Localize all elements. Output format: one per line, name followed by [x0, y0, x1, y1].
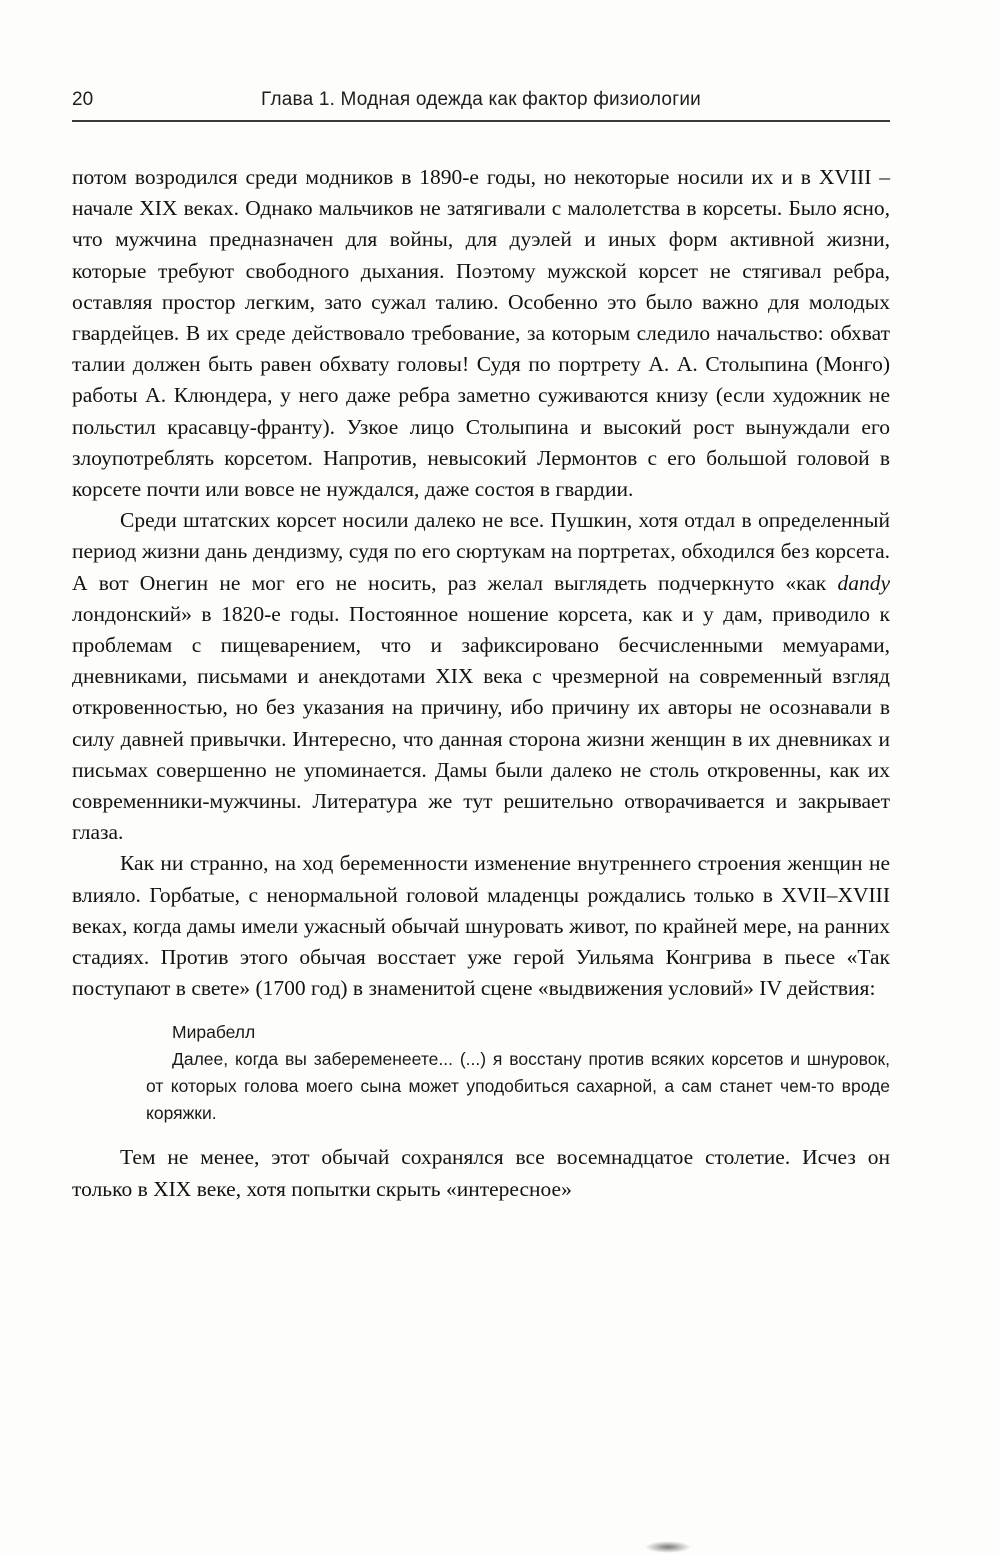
blockquote — [146, 1019, 890, 1127]
paragraph-1: потом возродился среди модников в 1890-е годы, но некоторые носили их и в XVIII – начале XIX веках. Однако мальчиков не затягивали с малолетства в корсеты. Было ясно, что мужчина предназначен для войны, для дуэлей и иных форм активной жизни, которые требуют свободного дыхания. Поэтому мужской корсет не стягивал ребра, оставляя простор легким, зато сужал талию. Особенно это было важно для молодых гвардейцев. В их среде действовало требование, за которым следило начальство: обхват талии должен быть равен обхвату головы! Судя по портрету А. А. Столыпина (Монго) работы А. Клюндера, у него даже ребра заметно суживаются книзу (если художник не польстил красавцу-франту). Узкое лицо Столыпина и высокий рост вынуждали его злоупотреблять корсетом. Напротив, невысокий Лермонтов с его большой головой в корсете почти или вовсе не нуждался, даже состоя в гвардии. — [72, 165, 890, 502]
quote-speaker: Мирабелл — [172, 1022, 256, 1043]
page-header — [72, 86, 890, 122]
paragraph-2 — [72, 505, 890, 848]
paragraph-3: Как ни странно, на ход беременности изменение внутреннего строения женщин не влияло. Горбатые, с ненормальной головой младенцы рождались только в XVII–XVIII веках, когда дамы имели ужасный обычай шнуровать живот, по крайней мере, на ранних стадиях. Против этого обычая восстает уже герой Уильяма Конгрива в пьесе «Так поступают в свете» (1700 год) в знаменитой сцене «выдвижения условий» IV действия: — [72, 851, 890, 1001]
running-title: Глава 1. Модная одежда как фактор физиологии — [261, 89, 701, 110]
page-body — [72, 162, 890, 1205]
page-content — [72, 0, 890, 1205]
paragraph-2-post: лондонский» в 1820-е годы. Постоянное ношение корсета, как и у дам, приводило к проблемам с пищеварением, что и зафиксировано бесчисленными мемуарами, дневниками, письмами и анекдотами XIX века с чрезмерной на современный взгляд откровенностью, но без указания на причину, ибо причину их авторы не осознавали в силу давней привычки. Интересно, что данная сторона жизни женщин в их дневниках и письмах совершенно не упоминается. Дамы были далеко не столь откровенны, как их современники-мужчины. Литература же тут решительно отворачивается и закрывает глаза. — [72, 601, 890, 845]
paragraph-2-italic-word: dandy — [837, 570, 890, 595]
quote-text: Далее, когда вы забеременеете... (...) я восстану против всяких корсетов и шнуровок, от которых голова моего сына может уподобиться сахарной, а сам станет чем-то вроде коряжки. — [146, 1049, 890, 1124]
paragraph-4: Тем не менее, этот обычай сохранялся все восемнадцатое столетие. Исчез он только в XIX веке, хотя попытки скрыть «интересное» — [72, 1145, 890, 1201]
page-number: 20 — [72, 89, 94, 110]
scan-artifact — [645, 1541, 691, 1553]
paragraph-2-pre: Среди штатских корсет носили далеко не все. Пушкин, хотя отдал в определенный период жизни дань дендизму, судя по его сюртукам на портретах, обходился без корсета. А вот Онегин не мог его не носить, раз желал выглядеть подчеркнуто «как — [72, 508, 890, 595]
